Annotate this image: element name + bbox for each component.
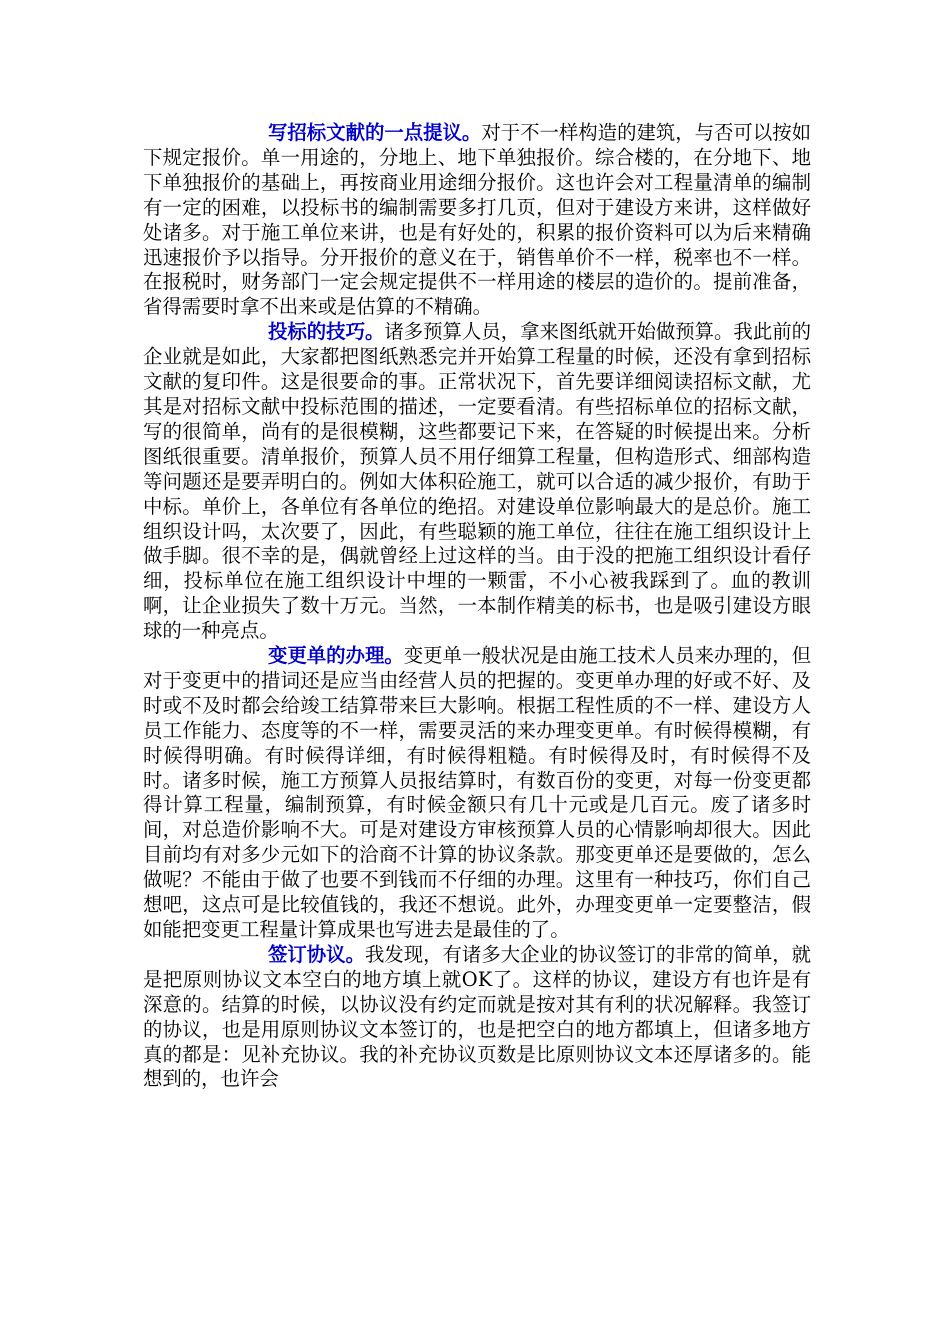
paragraph-signing-agreement	[143, 943, 811, 1092]
paragraph-text: 变更单一般状况是由施工技术人员来办理的，但对于变更中的措词还是应当由经营人员的把握的。变更单办理的好或不好、及时或不及时都会给竣工结算带来巨大影响。根据工程性质的不一样、建设方人员工作能力、态度等的不一样，需要灵活的来办理变更单。有时候得模糊，有时候得明确。有时候得详细，有时候得粗糙。有时候得及时，有时候得不及时。诸多时候，施工方预算人员报结算时，有数百份的变更，对每一份变更都得计算工程量，编制预算，有时候金额只有几十元或是几百元。废了诸多时间，对总造价影响不大。可是对建设方审核预算人员的心情影响却很大。因此目前均有对多少元如下的洽商不计算的协议条款。那变更单还是要做的，怎么做呢？不能由于做了也要不到钱而不仔细的办理。这里有一种技巧，你们自己想吧，这点可是比较值钱的，我还不想说。此外，办理变更单一定要整洁，假如能把变更工程量计算成果也写进去是最佳的了。	[143, 644, 812, 941]
paragraph-heading: 变更单的办理。	[268, 644, 404, 668]
paragraph-text: 对于不一样构造的建筑，与否可以按如下规定报价。单一用途的，分地上、地下单独报价。综合楼的，在分地下、地下单独报价的基础上，再按商业用途细分报价。这也许会对工程量清单的编制有一定的困难，以投标书的编制需要多打几页，但对于建设方来讲，这样做好处诸多。对于施工单位来讲，也是有好处的，积累的报价资料可以为后来精确迅速报价予以指导。分开报价的意义在于，销售单价不一样，税率也不一样。在报税时，财务部门一定会规定提供不一样用途的楼层的造价的。提前准备，省得需要时拿不出来或是估算的不精确。	[143, 121, 812, 319]
paragraph-heading: 签订协议。	[268, 942, 365, 966]
document-body	[143, 121, 811, 1092]
paragraph-text: 我发现，有诸多大企业的协议签订的非常的简单，就是把原则协议文本空白的地方填上就OK了。这样的协议，建设方有也许是有深意的。结算的时候，以协议没有约定而就是按对其有利的状况解释。我签订的协议，也是用原则协议文本签订的，也是把空白的地方都填上，但诸多地方真的都是：见补充协议。我的补充协议页数是比原则协议文本还厚诸多的。能想到的，也许会	[143, 942, 812, 1091]
paragraph-heading: 写招标文献的一点提议。	[268, 121, 482, 144]
paragraph-text: 诸多预算人员，拿来图纸就开始做预算。我此前的企业就是如此，大家都把图纸熟悉完并开始算工程量的时候，还没有拿到招标文献的复印件。这是很要命的事。正常状况下，首先要详细阅读招标文献，尤其是对招标文献中投标范围的描述，一定要看清。有些招标单位的招标文献，写的很简单，尚有的是很模糊，这些都要记下来，在答疑的时候提出来。分析图纸很重要。清单报价，预算人员不用仔细算工程量，但构造形式、细部构造等问题还是要弄明白的。例如大体积砼施工，就可以合适的减少报价，有助于中标。单价上，各单位有各单位的绝招。对建设单位影响最大的是总价。施工组织设计吗，太次要了，因此，有些聪颖的施工单位，往往在施工组织设计上做手脚。很不幸的是，偶就曾经上过这样的当。由于没的把施工组织设计看仔细，投标单位在施工组织设计中埋的一颗雷，不小心被我踩到了。血的教训啊，让企业损失了数十万元。当然，一本制作精美的标书，也是吸引建设方眼球的一种亮点。	[143, 320, 812, 643]
paragraph-heading: 投标的技巧。	[268, 320, 385, 344]
paragraph-change-orders	[143, 644, 811, 943]
paragraph-bidding-documents	[143, 121, 811, 320]
paragraph-bidding-skills	[143, 320, 811, 644]
